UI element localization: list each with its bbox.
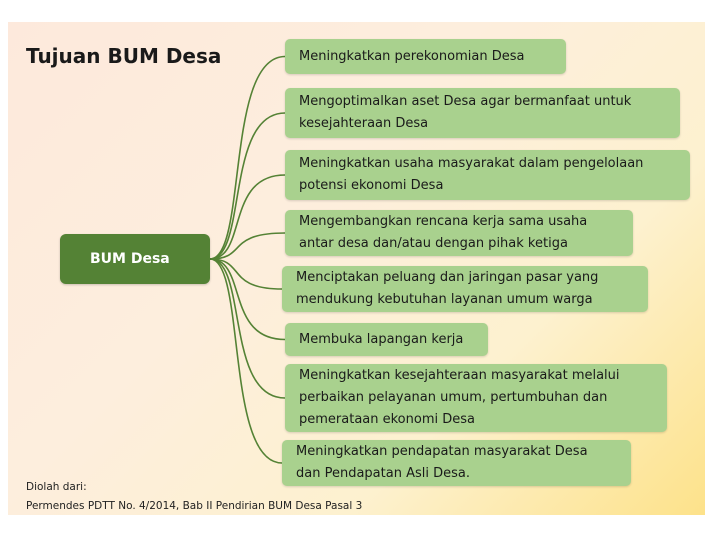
connector-8 [210, 259, 282, 463]
goal-node-8: Meningkatkan pendapatan masyarakat Desa dan Pendapatan Asli Desa. [282, 440, 631, 486]
goal-node-2: Mengoptimalkan aset Desa agar bermanfaat untuk kesejahteraan Desa [285, 88, 680, 138]
goal-node-1: Meningkatkan perekonomian Desa [285, 39, 566, 74]
source-text: Permendes PDTT No. 4/2014, Bab II Pendirian BUM Desa Pasal 3 [26, 500, 363, 512]
root-node: BUM Desa [60, 234, 210, 284]
connector-6 [210, 259, 285, 340]
source-label: Diolah dari: [26, 481, 87, 493]
connector-3 [210, 175, 285, 259]
source-note [26, 478, 362, 516]
connector-1 [210, 57, 285, 260]
goal-node-4: Mengembangkan rencana kerja sama usaha antar desa dan/atau dengan pihak ketiga [285, 210, 633, 256]
goal-node-5: Menciptakan peluang dan jaringan pasar yang mendukung kebutuhan layanan umum warga [282, 266, 648, 312]
goal-node-3: Meningkatkan usaha masyarakat dalam pengelolaan potensi ekonomi Desa [285, 150, 690, 200]
goal-node-7: Meningkatkan kesejahteraan masyarakat melalui perbaikan pelayanan umum, pertumbuhan dan pemerataan ekonomi Desa [285, 364, 667, 432]
connector-2 [210, 113, 285, 259]
connector-7 [210, 259, 285, 398]
page-title: Tujuan BUM Desa [26, 44, 222, 68]
goal-node-6: Membuka lapangan kerja [285, 323, 488, 356]
